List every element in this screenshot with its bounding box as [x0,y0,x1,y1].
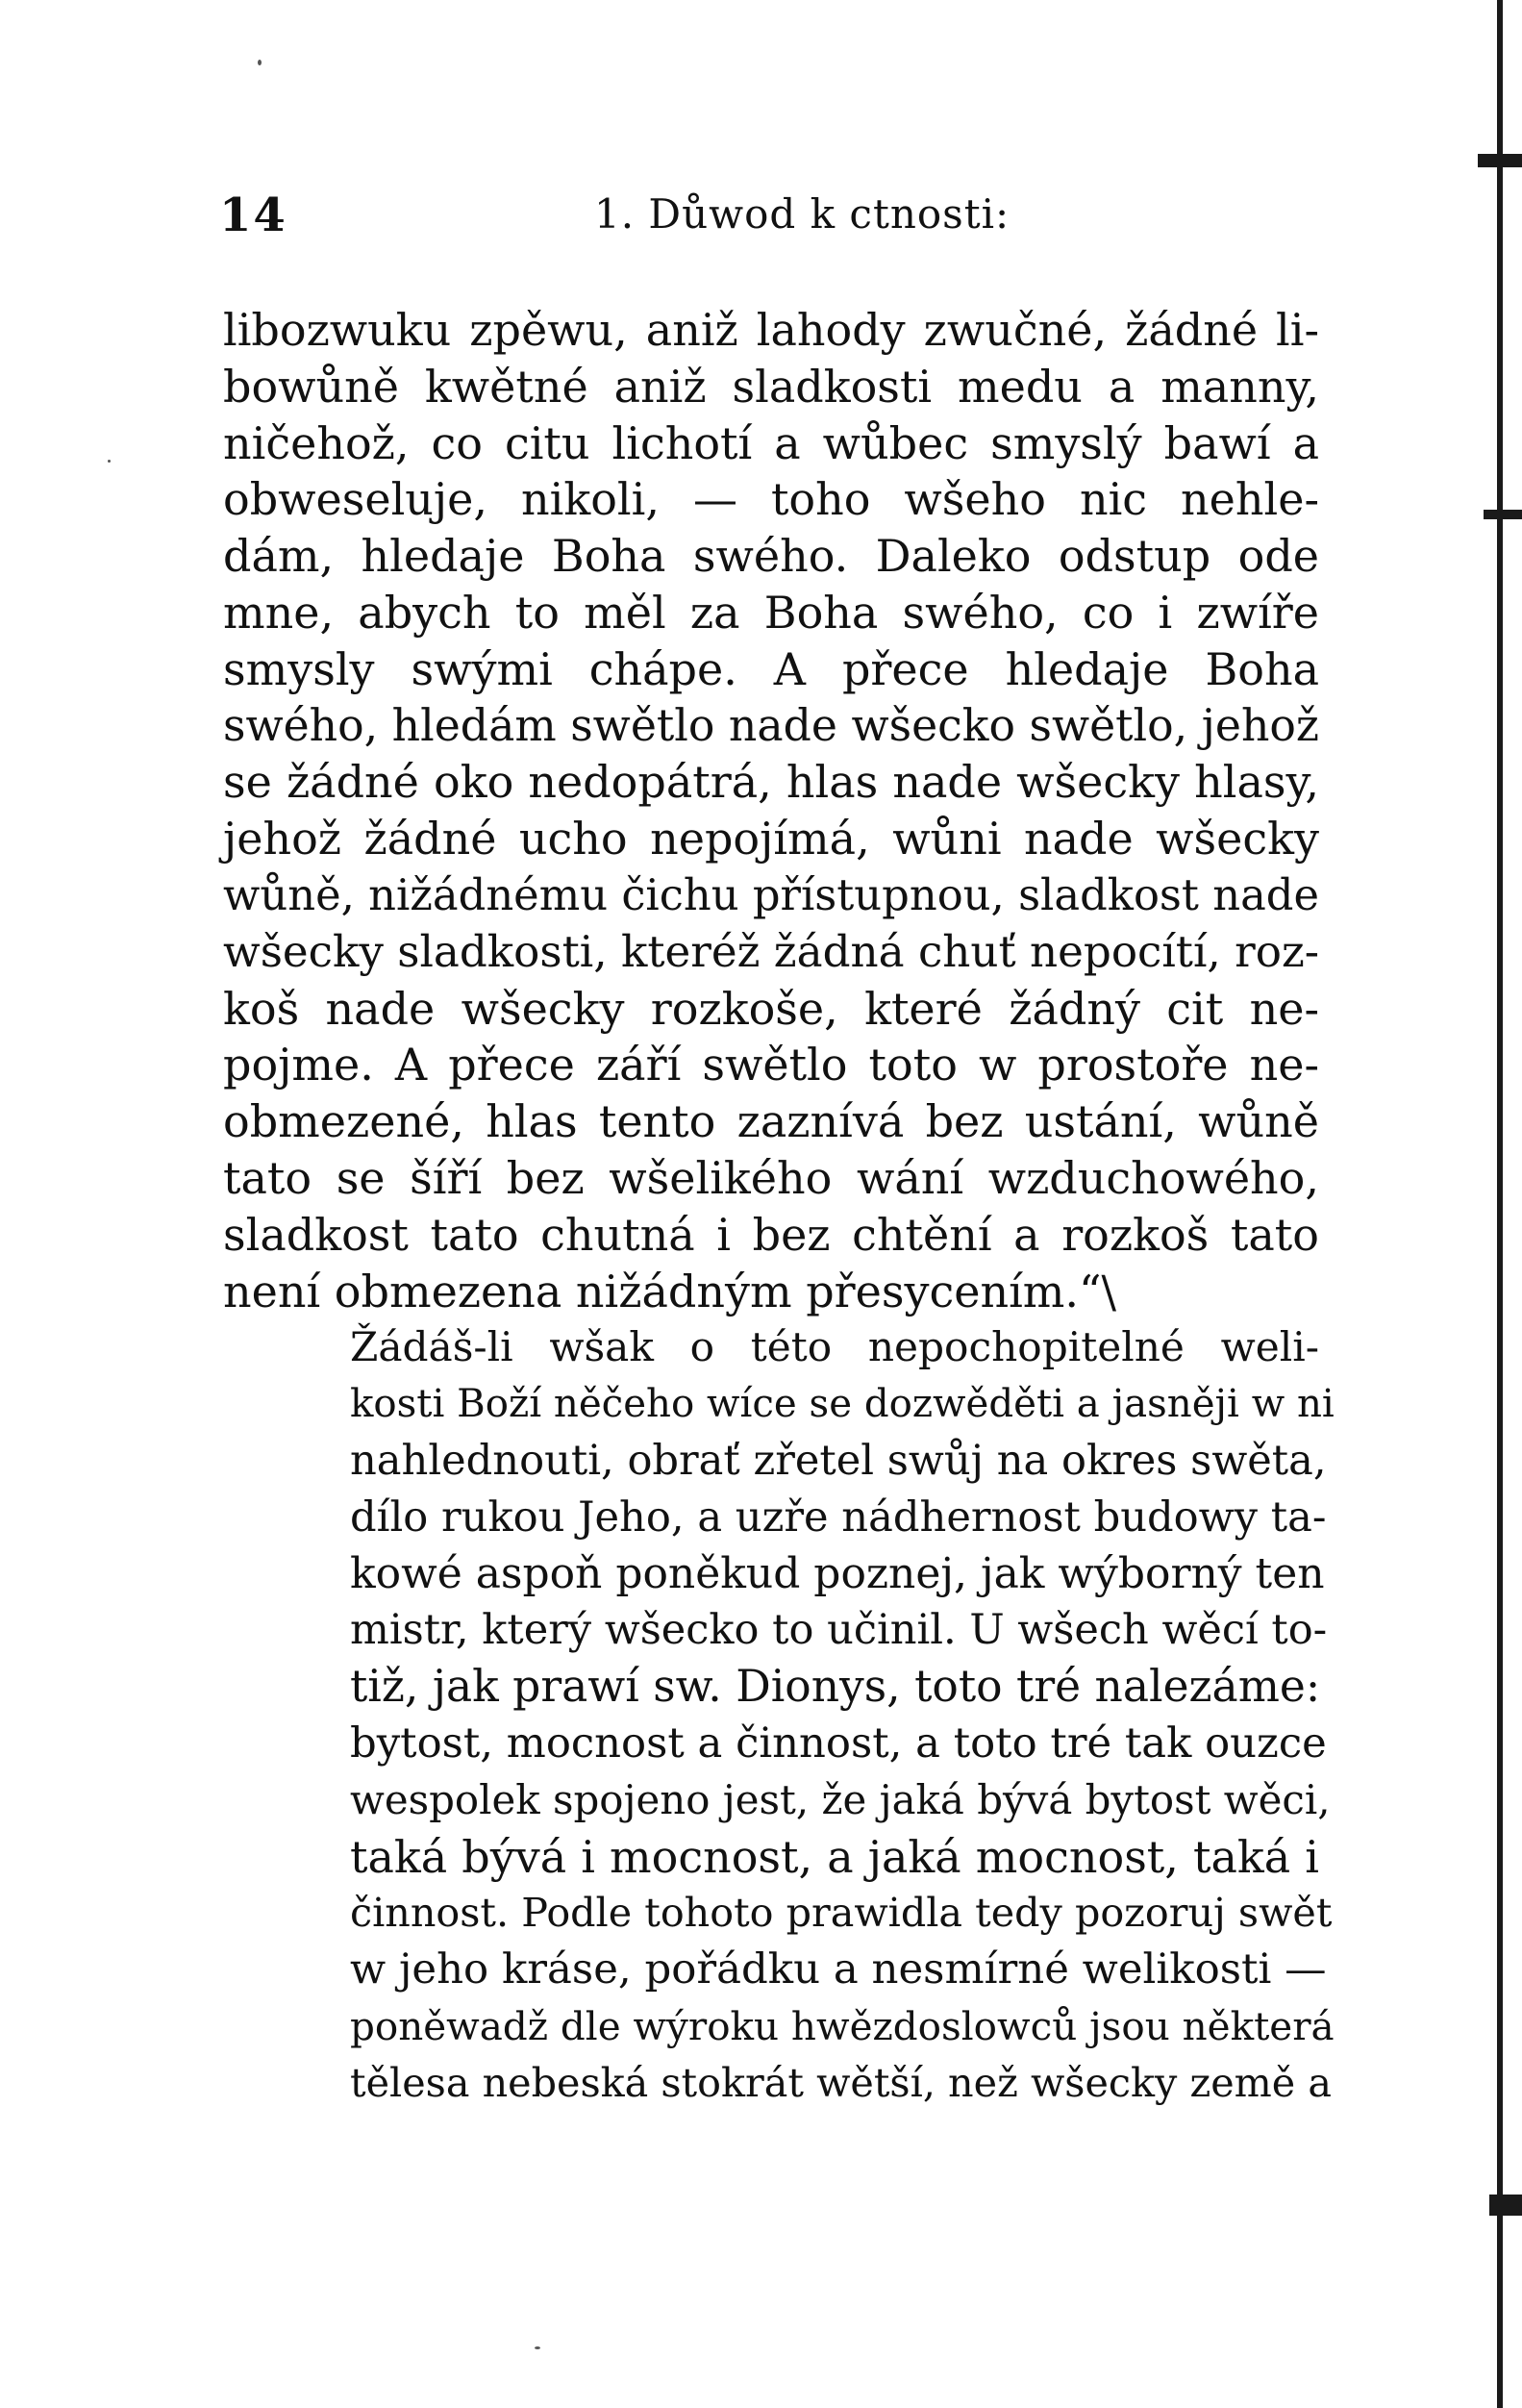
paragraph [223,1319,1335,2111]
text-line: tato se šíří bez wšelikého wání wzduchowého, [223,1151,1319,1204]
text-line: bowůně kwětné aniž sladkosti medu a manny, [223,360,1319,413]
paragraph [223,302,1319,1319]
text-line: nahlednouti, obrať zřetel swůj na okres swěta, [350,1436,1327,1485]
paper-speck [108,460,111,463]
text-line: poněwadž dle wýroku hwězdoslowců jsou některá [350,2002,1335,2049]
text-line: jehož žádné ucho nepojímá, wůni nade wšecky [223,813,1319,865]
text-line: není obmezena nižádným přesycením.“\ [223,1265,1117,1317]
text-line: obweseluje, nikoli, — toho wšeho nic nehle- [223,473,1319,526]
text-line: obmezené, hlas tento zaznívá bez ustání, wůně [223,1095,1319,1148]
text-line: w jeho kráse, pořádku a nesmírné welikosti — [350,1945,1327,1994]
page-edge-mark [1489,2195,1522,2216]
text-line: taká bývá i mocnost, a jaká mocnost, taká i [350,1830,1319,1883]
text-line: wespolek spojeno jest, že jaká bývá bytost wěci, [350,1775,1331,1823]
text-line: dílo rukou Jeho, a uzře nádhernost budowy ta- [350,1492,1327,1542]
text-line: bytost, mocnost a činnost, a toto tré tak ouzce [350,1718,1327,1768]
page-header [219,188,1315,265]
text-line: sladkost tato chutná i bez chtění a rozkoš tato [223,1208,1319,1261]
text-line: mne, abych to měl za Boha swého, co i zwíře [223,586,1319,639]
text-line: libozwuku zpěwu, aniž lahody zwučné, žádné li- [223,304,1319,356]
text-line: tělesa nebeská stokrát wětší, než wšecky země a [350,2059,1332,2106]
body-text [223,302,1335,2112]
text-line: mistr, který wšecko to učinil. U wšech wěcí to- [350,1606,1328,1655]
text-line: kowé aspoň poněkud poznej, jak wýborný ten [350,1548,1325,1598]
text-line: ničehož, co citu lichotí a wůbec smyslý bawí a [223,416,1319,469]
text-line: činnost. Podle tohoto prawidla tedy pozoruj swět [350,1890,1333,1937]
text-line: se žádné oko nedopátrá, hlas nade wšecky hlasy, [223,756,1319,809]
page-number: 14 [219,188,287,242]
running-title: 1. Důwod k ctnosti: [594,190,1011,238]
text-line: wšecky sladkosti, kteréž žádná chuť nepocítí, roz- [223,925,1320,977]
text-line: wůně, nižádnému čichu přístupnou, sladkost nade [223,868,1319,920]
text-line: pojme. A přece září swětlo toto w prostoře ne- [223,1039,1319,1091]
text-line: koš nade wšecky rozkoše, které žádný cit ne- [223,982,1319,1035]
paper-speck [535,2346,540,2349]
page-edge-mark [1484,510,1522,519]
text-line: Žádáš-li wšak o této nepochopitelné weli- [350,1323,1319,1371]
text-line: dám, hledaje Boha swého. Daleko odstup ode [223,530,1319,583]
page-edge [1497,0,1503,2408]
page-edge-mark [1478,154,1522,167]
paper-speck [258,60,262,65]
text-line: kosti Boží něčeho wíce se dozwěděti a jasněji w ni [350,1382,1335,1427]
text-line: swého, hledám swětlo nade wšecko swětlo, jehož [223,699,1320,751]
text-line: tiž, jak prawí sw. Dionys, toto tré nalezáme: [350,1661,1321,1713]
text-line: smysly swými chápe. A přece hledaje Boha [223,642,1319,695]
